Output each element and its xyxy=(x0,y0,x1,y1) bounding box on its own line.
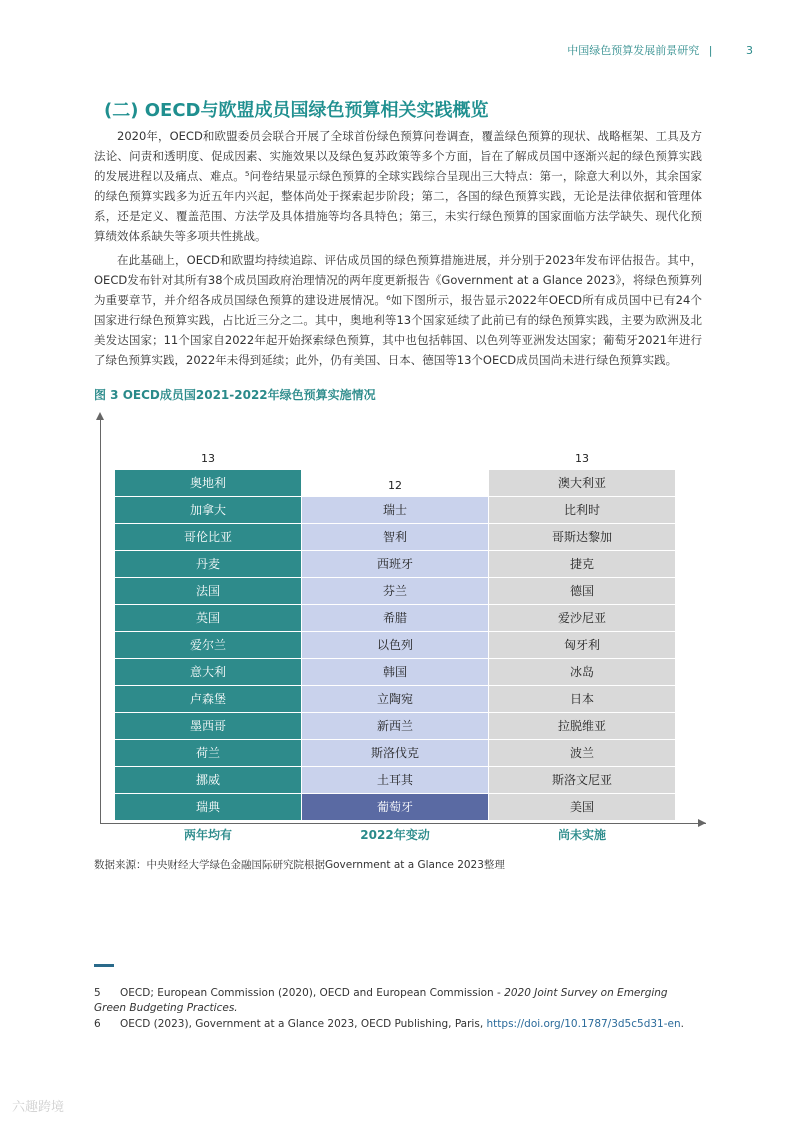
country-cell: 卢森堡 xyxy=(115,686,301,712)
country-cell: 墨西哥 xyxy=(115,713,301,739)
source-note: 数据来源：中央财经大学绿色金融国际研究院根据Government at a Glance 2023整理 xyxy=(94,859,505,871)
country-cell: 日本 xyxy=(489,686,675,712)
country-cell: 瑞士 xyxy=(302,497,488,523)
country-cell: 哥斯达黎加 xyxy=(489,524,675,550)
country-cell: 意大利 xyxy=(115,659,301,685)
country-cell: 立陶宛 xyxy=(302,686,488,712)
country-cell: 以色列 xyxy=(302,632,488,658)
country-cell: 智利 xyxy=(302,524,488,550)
country-cell: 德国 xyxy=(489,578,675,604)
footnote-rule xyxy=(94,964,114,967)
footnote-number: 6 xyxy=(94,1018,101,1030)
country-cell: 土耳其 xyxy=(302,767,488,793)
footnote-text: OECD; European Commission (2020), OECD and European Commission - xyxy=(120,987,505,999)
figure-title: 图 3 OECD成员国2021-2022年绿色预算实施情况 xyxy=(94,388,376,402)
country-cell: 加拿大 xyxy=(115,497,301,523)
country-cell: 西班牙 xyxy=(302,551,488,577)
column-count-label: 12 xyxy=(388,479,402,492)
column-count-label: 13 xyxy=(575,452,589,465)
y-axis xyxy=(100,420,101,824)
country-cell: 希腊 xyxy=(302,605,488,631)
country-cell: 美国 xyxy=(489,794,675,820)
country-cell: 澳大利亚 xyxy=(489,470,675,496)
column-count-label: 13 xyxy=(201,452,215,465)
country-cell: 哥伦比亚 xyxy=(115,524,301,550)
x-label-both-years: 两年均有 xyxy=(183,828,232,842)
country-cell: 奥地利 xyxy=(115,470,301,496)
country-cell: 韩国 xyxy=(302,659,488,685)
country-cell: 英国 xyxy=(115,605,301,631)
paragraph-2: 在此基础上，OECD和欧盟均持续追踪、评估成员国的绿色预算措施进展，并分别于2023年发布评估报告。其中，OECD发布针对其所有38个成员国政府治理情况的两年度更新报告《Government at a Glance 2023》，将绿色预算列为重要章节，并介绍各成员国绿色预算的建设进展情况。⁶如下图所示，报告显示2022年OECD所有成员国中已有24个国家进行绿色预算实践，占比近三分之二。其中，奥地利等13个国家延续了此前已有的绿色预算实践，主要为欧洲及北美发达国家；11个国家自2022年起开始探索绿色预算，其中也包括韩国、以色列等亚洲发达国家；葡萄牙2021年进行了绿色预算实践，2022年未得到延续；此外，仍有美国、日本、德国等13个OECD成员国尚未进行绿色预算实践。 xyxy=(94,253,702,367)
country-cell: 斯洛伐克 xyxy=(302,740,488,766)
country-cell: 爱尔兰 xyxy=(115,632,301,658)
country-cell: 新西兰 xyxy=(302,713,488,739)
country-cell: 法国 xyxy=(115,578,301,604)
paragraph-1: 2020年，OECD和欧盟委员会联合开展了全球首份绿色预算问卷调查，覆盖绿色预算的现状、战略框架、工具及方法论、问责和透明度、促成因素、实施效果以及绿色复苏政策等多个方面，旨在了解成员国中逐渐兴起的绿色预算实践的发展进程以及痛点、难点。⁵问卷结果显示绿色预算的全球实践综合呈现出三大特点：第一，除意大利以外，其余国家的绿色预算实践多为近五年内兴起，整体尚处于探索起步阶段；第二，各国的绿色预算实践，无论是法律依据和管理体系，还是定义、覆盖范围、方法学及具体措施等均各具特色；第三，未实行绿色预算的国家面临方法学缺失、现代化预算绩效体系缺失等多项共性挑战。 xyxy=(94,129,702,243)
country-cell: 丹麦 xyxy=(115,551,301,577)
country-cell: 葡萄牙 xyxy=(302,794,488,820)
footnote-italic-title: 2020 Joint Survey on Emerging Green Budgeting Practices. xyxy=(94,987,668,1014)
footnote-doi-link[interactable]: https://doi.org/10.1787/3d5c5d31-en xyxy=(486,1018,681,1030)
page-number: 3 xyxy=(746,44,753,57)
y-axis-arrow xyxy=(96,412,104,420)
country-cell: 挪威 xyxy=(115,767,301,793)
section-title: (二) OECD与欧盟成员国绿色预算相关实践概览 xyxy=(104,100,489,121)
x-label-2022-change: 2022年变动 xyxy=(360,828,430,842)
footnote-end: . xyxy=(680,1018,684,1030)
country-cell: 捷克 xyxy=(489,551,675,577)
running-title: 中国绿色预算发展前景研究 xyxy=(567,44,700,57)
x-label-not-implemented: 尚未实施 xyxy=(557,828,606,842)
x-axis-arrow xyxy=(698,819,706,827)
country-cell: 匈牙利 xyxy=(489,632,675,658)
header-separator: | xyxy=(708,44,713,57)
running-header xyxy=(567,42,753,58)
country-cell: 斯洛文尼亚 xyxy=(489,767,675,793)
country-cell: 芬兰 xyxy=(302,578,488,604)
country-cell: 波兰 xyxy=(489,740,675,766)
country-cell: 爱沙尼亚 xyxy=(489,605,675,631)
country-cell: 荷兰 xyxy=(115,740,301,766)
watermark-logo: 六趣跨境 xyxy=(12,1100,65,1115)
footnote-5 xyxy=(94,986,694,1016)
footnote-text: OECD (2023), Government at a Glance 2023, OECD Publishing, Paris, xyxy=(120,1018,487,1030)
figure-chart xyxy=(94,412,706,824)
country-cell: 瑞典 xyxy=(115,794,301,820)
x-axis xyxy=(100,823,706,824)
country-cell: 拉脱维亚 xyxy=(489,713,675,739)
footnote-6 xyxy=(94,1017,694,1032)
country-cell: 比利时 xyxy=(489,497,675,523)
footnote-number: 5 xyxy=(94,987,101,999)
country-cell: 冰岛 xyxy=(489,659,675,685)
